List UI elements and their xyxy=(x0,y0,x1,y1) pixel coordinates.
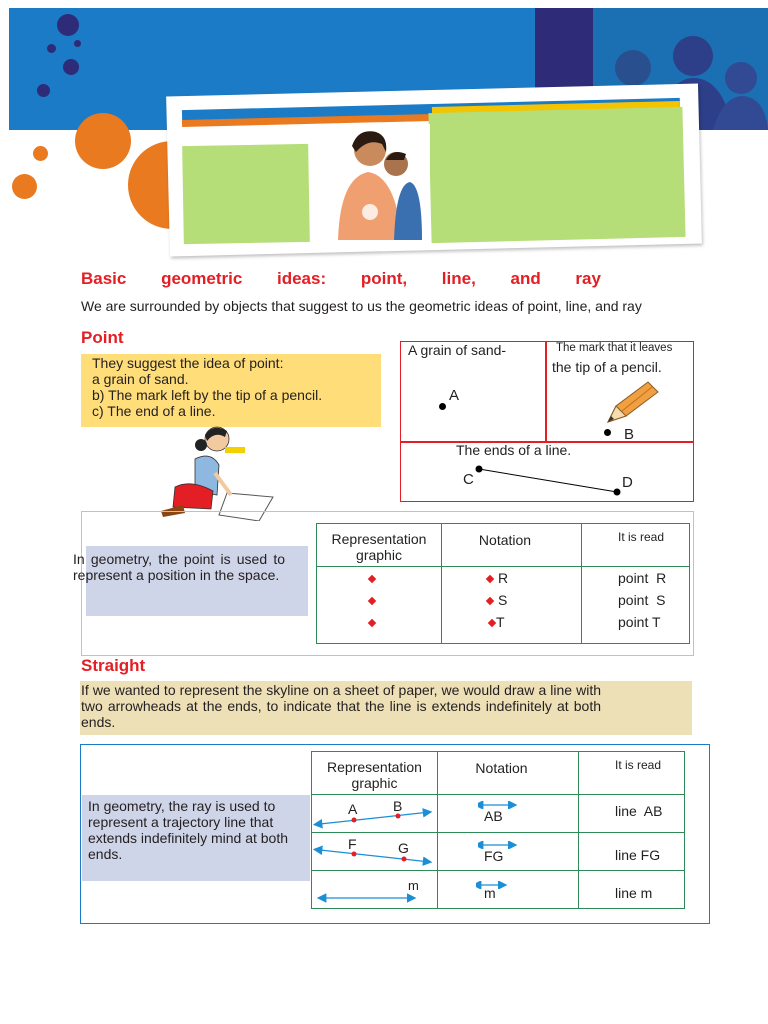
label-m: m xyxy=(408,878,419,893)
label-b: B xyxy=(393,798,403,814)
point-a-dot xyxy=(439,403,446,410)
read-s: point S xyxy=(618,592,666,608)
suggest-line: a grain of sand. xyxy=(92,371,189,387)
notation-r: R xyxy=(498,570,509,586)
notation-t: T xyxy=(496,614,505,630)
read-m: line m xyxy=(615,885,653,901)
pencil-icon xyxy=(602,378,662,428)
decor-circle xyxy=(74,40,81,47)
decor-circle xyxy=(63,59,79,75)
notation-m: m xyxy=(484,885,496,901)
read-cell xyxy=(579,871,685,909)
title-word: Basic xyxy=(81,269,127,288)
line-notation-table xyxy=(311,751,685,909)
sand-example-box xyxy=(400,341,547,443)
notation-dot xyxy=(486,575,494,583)
read-cell xyxy=(582,567,690,644)
notation-dot xyxy=(488,619,496,627)
point-r-mark xyxy=(368,575,376,583)
notation-fg: FG xyxy=(484,848,504,864)
decor-circle xyxy=(12,174,37,199)
pencil-label-2: the tip of a pencil. xyxy=(552,359,662,375)
decor-circle xyxy=(75,113,131,169)
title-word: point, xyxy=(360,269,408,288)
line-ends-example-box xyxy=(400,441,694,502)
decor-circle xyxy=(47,44,56,53)
point-b-label: B xyxy=(624,426,635,443)
children-photo xyxy=(318,124,430,240)
notation-ab: AB xyxy=(484,808,503,824)
line-ends-label: The ends of a line. xyxy=(456,442,572,458)
label-f: F xyxy=(348,836,357,852)
section-title-straight: Straight xyxy=(81,656,146,675)
sand-label: A grain of sand- xyxy=(408,342,507,358)
straight-definition-text: In geometry, the ray is used to represent a trajectory line that extends indefinitely mind at both ends. xyxy=(88,798,289,862)
label-a: A xyxy=(348,801,358,817)
suggest-line: They suggest the idea of point: xyxy=(92,355,284,371)
line-ab-graphic xyxy=(312,795,435,833)
point-suggest-box xyxy=(81,354,381,427)
header-cell: Notation xyxy=(438,752,579,795)
title-word: line, xyxy=(441,269,476,288)
straight-description-text: If we wanted to represent the skyline on a sheet of paper, we would draw a line with two arrowheads at the ends, to indicate that the line is extends indefinitely at both ends. xyxy=(81,682,601,730)
point-b-dot xyxy=(604,429,611,436)
point-d-label: D xyxy=(622,474,633,491)
point-t-mark xyxy=(368,619,376,627)
header-cell: Notation xyxy=(442,524,582,567)
page-title xyxy=(81,269,601,291)
banner-green-panel xyxy=(182,144,310,244)
point-notation-table xyxy=(316,523,690,644)
banner-green-panel xyxy=(428,107,685,243)
girl-drawing-illustration xyxy=(155,425,275,521)
pencil-label-1: The mark that it leaves xyxy=(556,342,673,354)
line-fg-graphic xyxy=(312,833,435,871)
read-ab: line AB xyxy=(615,803,663,819)
notation-dot xyxy=(486,597,494,605)
header-cell: It is read xyxy=(582,524,690,567)
graphic-cell xyxy=(317,567,442,644)
graphic-cell xyxy=(312,871,438,909)
intro-text: We are surrounded by objects that suggest to us the geometric ideas of point, line, and ray xyxy=(81,298,642,314)
graphic-cell xyxy=(312,833,438,871)
decor-circle xyxy=(57,14,79,36)
point-s-mark xyxy=(368,597,376,605)
point-a-label: A xyxy=(449,387,460,404)
header-cell: It is read xyxy=(579,752,685,795)
title-word: and xyxy=(510,269,541,288)
header-cell: Representation graphic xyxy=(312,752,438,795)
read-t: point T xyxy=(618,614,661,630)
notation-cell xyxy=(438,833,579,871)
pencil-example-box xyxy=(545,341,694,443)
notation-s: S xyxy=(498,592,508,608)
notation-cell xyxy=(438,795,579,833)
notation-cell xyxy=(442,567,582,644)
read-fg: line FG xyxy=(615,847,661,863)
decor-circle xyxy=(33,146,48,161)
segment-cd xyxy=(401,442,693,501)
notation-cell xyxy=(438,871,579,909)
suggest-line: b) The mark left by the tip of a pencil. xyxy=(92,387,323,403)
section-title-point: Point xyxy=(81,328,124,347)
header-cell: Representation graphic xyxy=(317,524,442,567)
point-c-label: C xyxy=(463,471,474,488)
title-word: ideas: xyxy=(277,269,327,288)
decor-circle xyxy=(37,84,50,97)
read-cell xyxy=(579,795,685,833)
point-definition-text: In geometry, the point is used to represent a position in the space. xyxy=(73,551,285,583)
title-word: ray xyxy=(575,269,601,288)
suggest-line: c) The end of a line. xyxy=(92,403,216,419)
read-cell xyxy=(579,833,685,871)
read-r: point R xyxy=(618,570,667,586)
title-word: geometric xyxy=(161,269,243,288)
label-g: G xyxy=(398,840,409,856)
graphic-cell xyxy=(312,795,438,833)
